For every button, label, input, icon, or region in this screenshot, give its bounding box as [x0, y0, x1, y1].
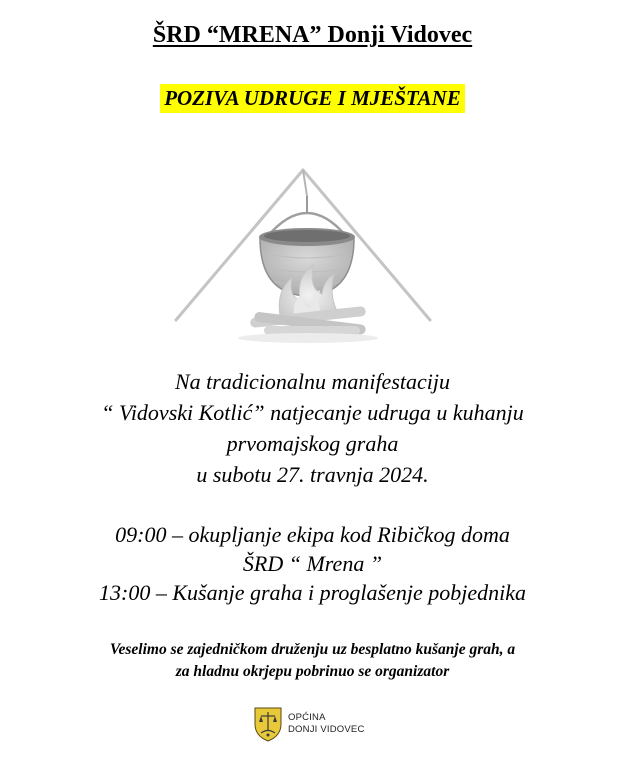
- event-line: prvomajskog graha: [226, 431, 399, 456]
- logo-line: OPĆINA: [288, 712, 326, 723]
- logo-text: [288, 712, 365, 736]
- note-line: za hladnu okrjepu pobrinuo se organizator: [175, 663, 450, 680]
- municipality-logo: [253, 704, 365, 744]
- title-text: ŠRD “MRENA” Donji Vidovec: [152, 22, 473, 48]
- invitation-text: POZIVA UDRUGE I MJEŠTANE: [160, 84, 465, 113]
- event-schedule: [0, 520, 625, 607]
- cauldron-over-fire-icon: [168, 166, 438, 346]
- municipality-coat-of-arms-icon: [253, 706, 283, 742]
- event-date-line: u subotu 27. travnja 2024.: [196, 462, 429, 487]
- logo-line: DONJI VIDOVEC: [288, 724, 365, 735]
- note-line: Veselimo se zajedničkom druženju uz besplatno kušanje grah, a: [109, 641, 516, 658]
- schedule-item: 13:00 – Kušanje graha i proglašenje pobjednika: [99, 580, 526, 605]
- schedule-item: 09:00 – okupljanje ekipa kod Ribičkog doma: [115, 522, 510, 547]
- event-description: [0, 366, 625, 490]
- event-line: “ Vidovski Kotlić” natjecanje udruga u kuhanju: [101, 400, 524, 425]
- page-title: [0, 22, 625, 49]
- schedule-location: ŠRD “ Mrena ”: [242, 551, 383, 576]
- closing-note: [0, 639, 625, 683]
- invitation-banner: [0, 84, 625, 113]
- event-line: Na tradicionalnu manifestaciju: [175, 369, 450, 394]
